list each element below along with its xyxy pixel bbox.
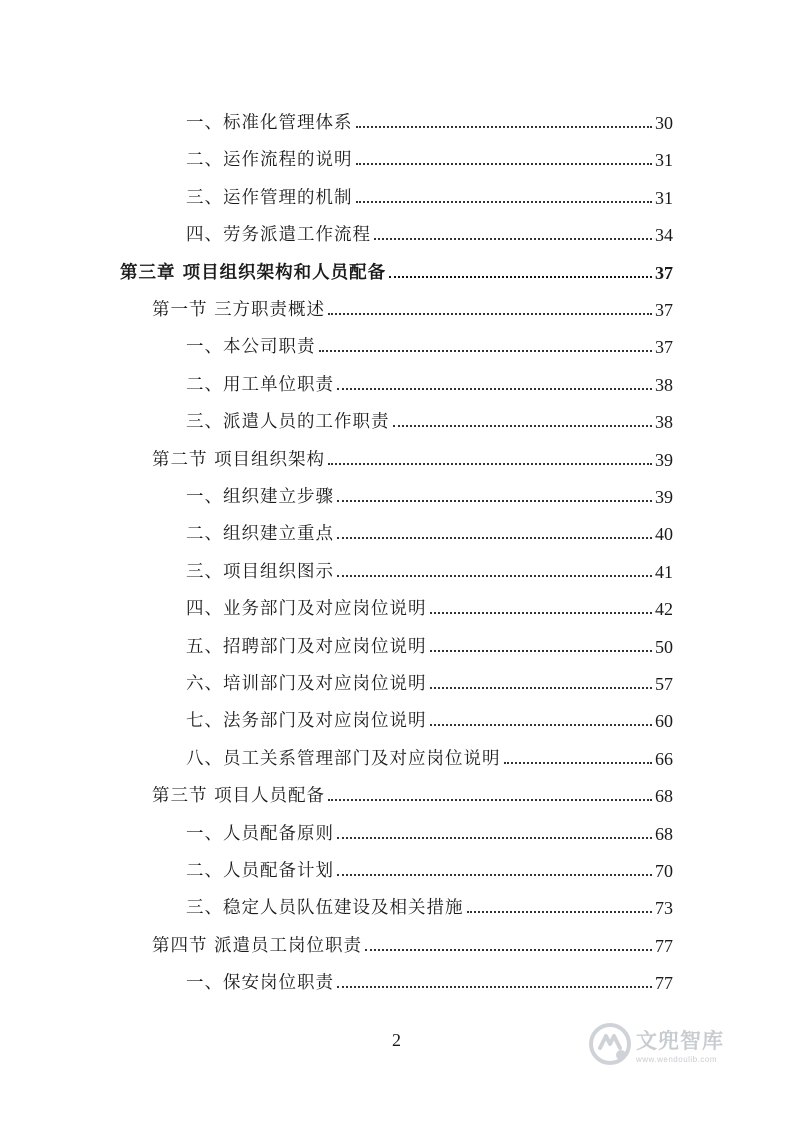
- toc-dot-leader: [328, 313, 652, 315]
- toc-item-entry[interactable]: [186, 852, 673, 882]
- toc-entry-page: 73: [655, 898, 673, 919]
- toc-item-entry[interactable]: [186, 366, 673, 396]
- toc-entry-page: 37: [655, 262, 673, 283]
- toc-entry-title: 七、法务部门及对应岗位说明: [186, 711, 427, 732]
- toc-entry-page: 38: [655, 374, 673, 395]
- toc-entry-title: 二、人员配备计划: [186, 861, 334, 881]
- wendou-logo-icon: [588, 1022, 632, 1066]
- toc-entry-title: 二、组织建立重点: [186, 524, 334, 545]
- toc-item-entry[interactable]: [186, 665, 673, 695]
- toc-dot-leader: [337, 500, 652, 502]
- toc-entry-title: 八、员工关系管理部门及对应岗位说明: [186, 748, 501, 769]
- toc-dot-leader: [430, 650, 653, 652]
- toc-entry-page: 50: [655, 636, 673, 657]
- toc-item-entry[interactable]: [186, 889, 673, 919]
- page-number: 2: [392, 1030, 401, 1050]
- toc-dot-leader: [430, 687, 653, 689]
- toc-entry-page: 38: [655, 412, 673, 433]
- toc-entry-page: 37: [655, 300, 673, 320]
- toc-section-entry[interactable]: [152, 291, 673, 321]
- toc-chapter-entry[interactable]: [120, 254, 673, 284]
- watermark: [588, 1022, 724, 1066]
- toc-entry-title: 第二节 项目组织架构: [152, 449, 326, 470]
- toc-entry-page: 34: [655, 225, 673, 246]
- toc-item-entry[interactable]: [186, 216, 673, 246]
- toc-entry-title: 三、派遣人员的工作职责: [186, 412, 390, 433]
- toc-entry-title: 第四节 派遣员工岗位职责: [152, 935, 363, 956]
- toc-entry-title: 三、项目组织图示: [186, 561, 334, 582]
- toc-entry-title: 三、稳定人员队伍建设及相关措施: [186, 898, 464, 919]
- toc-dot-leader: [337, 874, 652, 876]
- toc-entry-title: 第三节 项目人员配备: [152, 786, 326, 807]
- toc-dot-leader: [393, 425, 653, 427]
- toc-dot-leader: [430, 612, 653, 614]
- watermark-url: www.wendoulib.com: [636, 1054, 717, 1064]
- toc-dot-leader: [319, 350, 653, 352]
- toc-entry-page: 42: [655, 599, 673, 620]
- toc-entry-page: 60: [655, 711, 673, 732]
- toc-item-entry[interactable]: [186, 590, 673, 620]
- toc-entry-page: 37: [655, 337, 673, 358]
- toc-dot-leader: [337, 575, 652, 577]
- toc-entry-page: 40: [655, 524, 673, 545]
- toc-dot-leader: [356, 201, 653, 203]
- toc-item-entry[interactable]: [186, 740, 673, 770]
- toc-item-entry[interactable]: [186, 328, 673, 358]
- toc-item-entry[interactable]: [186, 403, 673, 433]
- toc-dot-leader: [337, 537, 652, 539]
- toc-entry-title: 一、本公司职责: [186, 337, 316, 358]
- toc-dot-leader: [430, 724, 653, 726]
- toc-item-entry[interactable]: [186, 141, 673, 171]
- toc-entry-page: 66: [655, 748, 673, 769]
- toc-entry-title: 一、组织建立步骤: [186, 487, 334, 507]
- toc-item-entry[interactable]: [186, 553, 673, 583]
- toc-entry-title: 六、培训部门及对应岗位说明: [186, 674, 427, 694]
- toc-entry-title: 四、业务部门及对应岗位说明: [186, 599, 427, 620]
- toc-dot-leader: [328, 463, 652, 465]
- toc-dot-leader: [365, 949, 652, 951]
- toc-entry-title: 一、人员配备原则: [186, 823, 334, 844]
- toc-dot-leader: [356, 163, 653, 165]
- watermark-text: 文兜智库: [636, 1028, 724, 1053]
- toc-dot-leader: [337, 388, 652, 390]
- toc-item-entry[interactable]: [186, 815, 673, 845]
- toc-entry-title: 四、劳务派遣工作流程: [186, 225, 371, 246]
- toc-item-entry[interactable]: [186, 702, 673, 732]
- toc-dot-leader: [467, 911, 653, 913]
- toc-entry-title: 二、用工单位职责: [186, 374, 334, 395]
- toc-entry-page: 39: [655, 487, 673, 507]
- toc-entry-title: 三、运作管理的机制: [186, 187, 353, 208]
- toc-item-entry[interactable]: [186, 179, 673, 209]
- toc-item-entry[interactable]: [186, 515, 673, 545]
- toc-dot-leader: [337, 837, 652, 839]
- toc-entry-page: 41: [655, 561, 673, 582]
- toc-dot-leader: [328, 799, 652, 801]
- toc-dot-leader: [356, 126, 653, 128]
- toc-item-entry[interactable]: [186, 104, 673, 134]
- toc-entry-page: 68: [655, 823, 673, 844]
- toc-item-entry[interactable]: [186, 628, 673, 658]
- toc-item-entry[interactable]: [186, 964, 673, 994]
- toc-entry-title: 五、招聘部门及对应岗位说明: [186, 636, 427, 657]
- toc-dot-leader: [337, 986, 652, 988]
- toc-entry-title: 第三章 项目组织架构和人员配备: [120, 262, 387, 283]
- toc-dot-leader: [374, 238, 652, 240]
- toc-entry-page: 77: [655, 973, 673, 994]
- toc-dot-leader: [389, 276, 652, 278]
- toc-dot-leader: [504, 762, 653, 764]
- toc-entry-title: 一、标准化管理体系: [186, 113, 353, 133]
- toc-entry-page: 39: [655, 449, 673, 470]
- toc-entry-page: 31: [655, 187, 673, 208]
- toc-section-entry[interactable]: [152, 927, 673, 957]
- toc-entry-title: 一、保安岗位职责: [186, 973, 334, 994]
- toc-entry-page: 57: [655, 674, 673, 694]
- toc-entry-page: 30: [655, 113, 673, 133]
- toc-item-entry[interactable]: [186, 478, 673, 508]
- toc-section-entry[interactable]: [152, 777, 673, 807]
- toc-entry-page: 31: [655, 150, 673, 171]
- toc-entry-page: 77: [655, 935, 673, 956]
- toc-entry-title: 第一节 三方职责概述: [152, 300, 326, 320]
- toc-entry-title: 二、运作流程的说明: [186, 150, 353, 171]
- toc-section-entry[interactable]: [152, 441, 673, 471]
- toc-entry-page: 70: [655, 861, 673, 881]
- toc-entry-page: 68: [655, 786, 673, 807]
